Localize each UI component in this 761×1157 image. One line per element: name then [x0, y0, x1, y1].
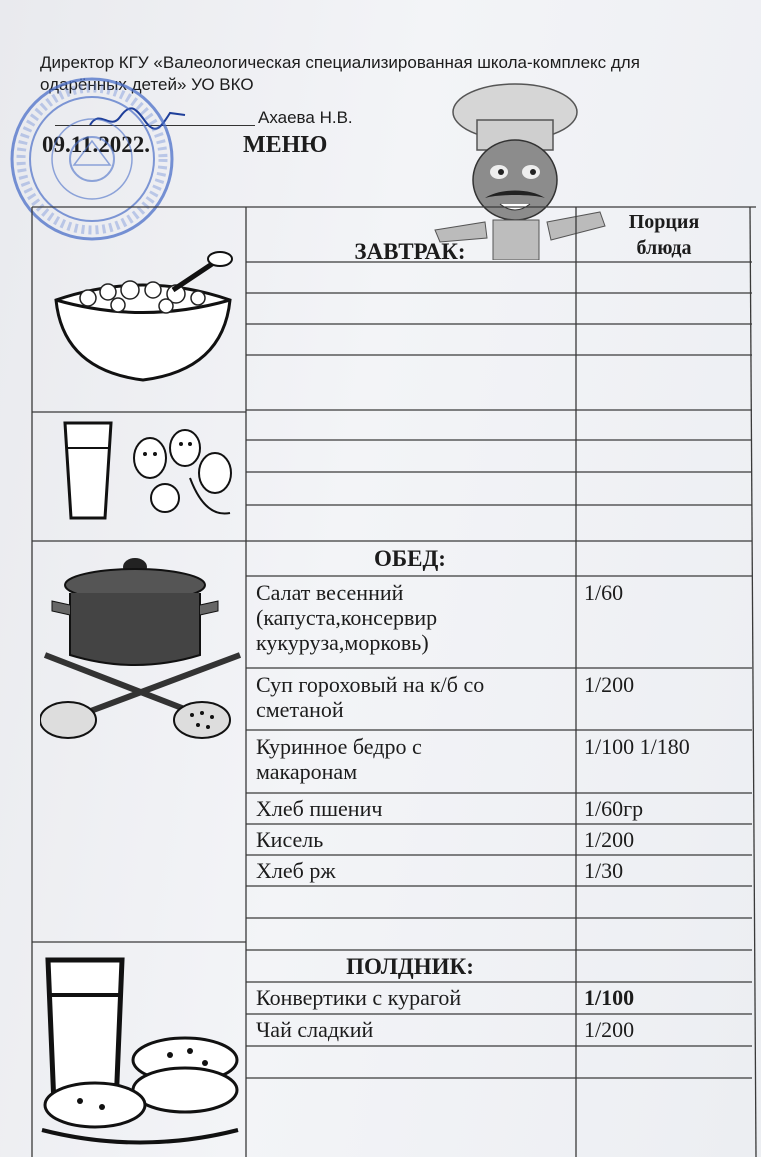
lunch-portion-1: 1/60: [584, 580, 624, 605]
lunch-dish-1-line-2: (капуста,консервир: [256, 605, 438, 630]
lunch-portion-3: 1/100 1/180: [584, 734, 690, 759]
director-line-2: одарённых детей» УО ВКО: [40, 75, 254, 94]
lunch-dish-1-line-1: Салат весенний: [256, 580, 404, 605]
round-seal-stamp-icon: [8, 75, 176, 243]
breakfast-title: ЗАВТРАК:: [354, 239, 466, 264]
lunch-portion-2: 1/200: [584, 672, 635, 697]
date: 09.11.2022.: [42, 132, 150, 157]
lunch-portion-4: 1/60гр: [584, 796, 644, 821]
snack-portion-1: 1/100: [584, 985, 635, 1010]
lunch-dish-4: Хлеб пшенич: [256, 796, 383, 821]
lunch-dish-1-line-3: кукуруза,морковь): [256, 630, 429, 655]
soup-pot-and-ladles-icon: [40, 545, 245, 745]
snack-title: ПОЛДНИК:: [346, 954, 474, 979]
snack-dish-1: Конвертики с курагой: [256, 985, 462, 1010]
snack-portion-2: 1/200: [584, 1017, 635, 1042]
snack-dish-2: Чай сладкий: [256, 1017, 374, 1042]
lunch-dish-6: Хлеб рж: [256, 858, 336, 883]
signer-name: Ахаева Н.В.: [258, 108, 353, 127]
milk-glass-and-cookies-icon: [40, 955, 240, 1155]
lunch-dish-2-line-1: Суп гороховый на к/б со: [256, 672, 485, 697]
lunch-dish-3-line-2: макаронам: [256, 759, 358, 784]
portion-header-line-2: блюда: [636, 237, 692, 259]
portion-header-line-1: Порция: [628, 211, 700, 233]
lunch-dish-3-line-1: Куринное бедро с: [256, 734, 422, 759]
director-line-1: Директор КГУ «Валеологическая специализированная школа-комплекс для: [40, 53, 640, 72]
menu-title: МЕНЮ: [243, 132, 328, 158]
lunch-title: ОБЕД:: [374, 546, 446, 571]
porridge-bowl-icon: [48, 250, 238, 390]
lunch-portion-5: 1/200: [584, 827, 635, 852]
juice-glass-and-fruits-icon: [55, 418, 240, 536]
lunch-dish-5: Кисель: [256, 827, 324, 852]
lunch-portion-6: 1/30: [584, 858, 624, 883]
lunch-dish-2-line-2: сметаной: [256, 697, 344, 722]
